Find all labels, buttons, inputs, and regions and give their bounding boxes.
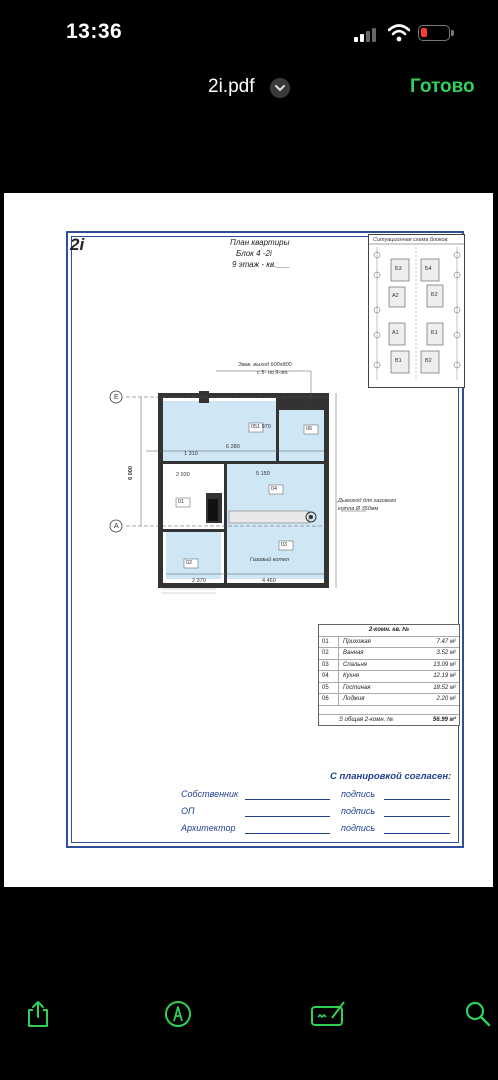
dimension-vertical: 6 000 [127, 466, 134, 480]
block-label-v2: В2 [425, 358, 432, 364]
room-tag-06: 06 [306, 426, 313, 432]
status-time: 13:36 [66, 20, 123, 43]
table-row: 01 Прихожая 7.47 м² [319, 637, 459, 649]
cellular-signal-icon [354, 28, 378, 42]
owner-line [245, 799, 330, 800]
plan-title-line-3: 9 этаж - кв.___ [232, 260, 290, 269]
block-label-a1: А1 [392, 330, 399, 336]
table-spacer-row [319, 706, 459, 715]
table-row: 04 Кухня 12.19 м² [319, 671, 459, 683]
note-chimney-line-1: Дымоход для газового [338, 498, 397, 504]
boiler-label: Газовый котел [250, 557, 290, 563]
total-label: S общая 2-комн. № [339, 716, 394, 723]
area-table-header: 2-комн. кв. № [319, 625, 459, 637]
search-icon[interactable] [464, 1000, 492, 1028]
room-tag-01: 01 [178, 499, 185, 505]
owner-label: Собственник [181, 789, 239, 799]
table-row: 05 Гостиная 18.52 м² [319, 683, 459, 695]
dim-1310: 1 310 [184, 451, 198, 457]
note-chimney-line-2: котла Ø 350мм [338, 506, 379, 512]
table-total-row [319, 715, 459, 726]
block-label-a2: А2 [392, 293, 399, 299]
chevron-down-icon[interactable] [270, 78, 290, 98]
table-row: 02 Ванная 3.52 м² [319, 648, 459, 660]
floor-plan-drawing [66, 231, 464, 848]
plan-title-line-2: Блок 4 -2i [236, 249, 272, 258]
owner-sign-line [384, 799, 450, 800]
area-table [318, 624, 460, 726]
block-label-b1: Б1 [431, 330, 438, 336]
axis-label-e: Е [114, 394, 119, 401]
plan-title-line-1: План квартиры [230, 238, 290, 247]
op-sign-label: подпись [341, 806, 376, 816]
dim-5150: 5 150 [256, 471, 270, 477]
done-button[interactable]: Готово [410, 76, 475, 97]
architect-sign-line [384, 833, 450, 834]
document-title[interactable]: 2i.pdf [208, 76, 255, 97]
architect-line [245, 833, 330, 834]
note-exit-line-2: с 5- по 9-эт. [257, 370, 289, 376]
table-row: 06 Лоджия 2.20 м² [319, 694, 459, 706]
architect-sign-label: подпись [341, 823, 376, 833]
signature-icon[interactable] [310, 1000, 346, 1028]
share-icon[interactable] [24, 1000, 52, 1028]
total-value: 56.99 м² [432, 716, 456, 723]
note-exit-line-1: Эвак. выход 600х800 [238, 362, 292, 368]
op-sign-line [384, 816, 450, 817]
block-label-b2: Б2 [431, 292, 438, 298]
block-label-v1: В1 [395, 358, 402, 364]
battery-icon [418, 25, 450, 41]
table-row: 03 Спальня 13.09 м² [319, 660, 459, 672]
room-tag-03: 03 [281, 542, 288, 548]
sheet-id: 2i [70, 235, 85, 254]
owner-sign-label: подпись [341, 789, 376, 799]
markup-icon[interactable] [164, 1000, 192, 1028]
block-label-b3: Б3 [395, 266, 402, 272]
op-label: ОП [181, 806, 195, 816]
room-tag-05: 05 [251, 424, 258, 430]
wifi-icon [388, 24, 410, 42]
dim-2370: 2 370 [192, 578, 206, 584]
dim-6280: 6 280 [226, 444, 240, 450]
approval-title: С планировкой согласен: [330, 771, 452, 782]
site-scheme-title: Ситуационная схема блоков [373, 237, 448, 243]
dim-4460: 4 460 [262, 578, 276, 584]
room-tag-02: 02 [186, 560, 193, 566]
axis-label-a: А [114, 523, 119, 530]
architect-label: Архитектор [181, 823, 236, 833]
dim-2930: 2 930 [176, 472, 190, 478]
block-label-b4: Б4 [425, 266, 432, 272]
op-line [245, 816, 330, 817]
dim-1970: 1 970 [257, 424, 271, 430]
room-tag-04: 04 [271, 486, 278, 492]
